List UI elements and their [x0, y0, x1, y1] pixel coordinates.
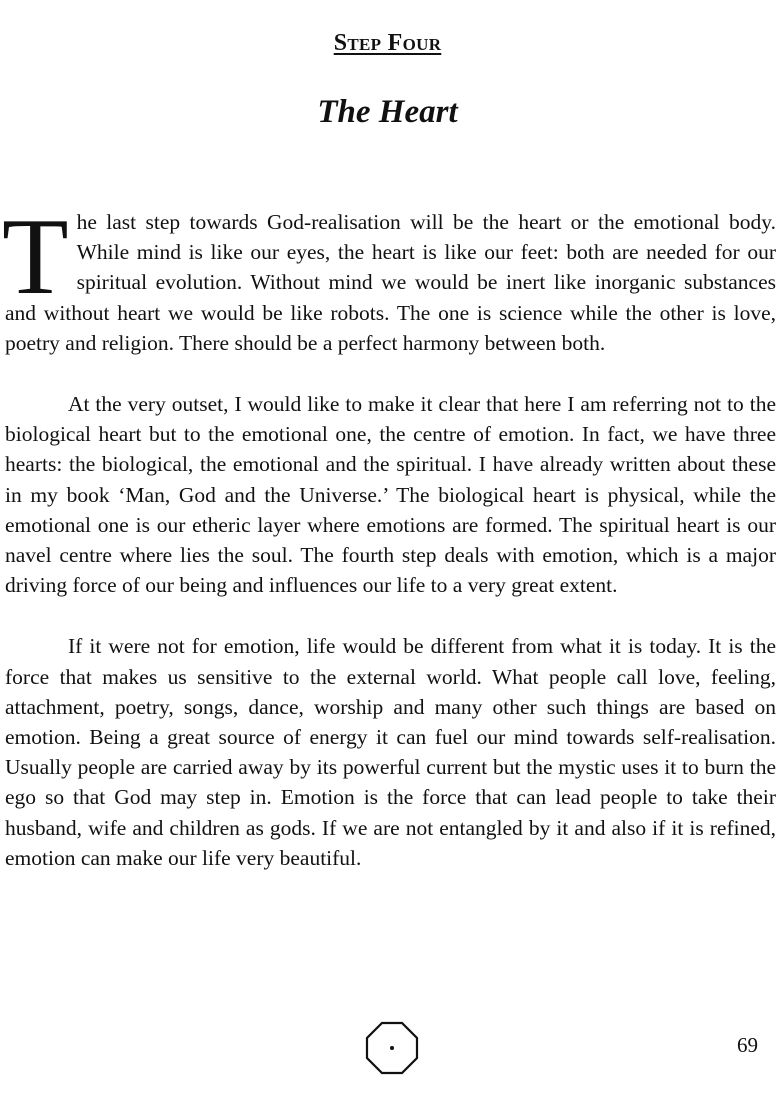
step-label: Step Four: [333, 30, 442, 56]
chapter-body: [2, 196, 776, 904]
paragraph-3: If it were not for emotion, life would be different from what it is today. It is the force that makes us sensitive to the external world. What people call love, feeling, attachment, poetry, songs, dance, worship and many other such things are based on emotion. Being a great source of energy it can fuel our mind towards self-realisation. Usually people are carried away by its powerful current but the mystic uses it to burn the ego so that God may step in. Emotion is the force that can lead people to take their husband, wife and children as gods. If we are not entangled by it and also if it is refined, emotion can make our life very beautiful.: [5, 634, 776, 870]
paragraph-2: At the very outset, I would like to make it clear that here I am referring not to the biological heart but to the emotional one, the centre of emotion. In fact, we have three hearts: the biological, the emotional and the spiritual. I have already written about these in my book ‘Man, God and the Universe.’ The biological heart is physical, while the emotional one is our etheric layer where emotions are formed. The spiritual heart is our navel centre where lies the soul. The fourth step deals with emotion, which is a major driving force of our being and influences our life to a very great extent.: [5, 392, 776, 598]
paragraph-1: [2, 196, 776, 358]
chapter-title: The Heart: [317, 94, 458, 130]
page-number: 69: [737, 1033, 758, 1057]
drop-cap: T: [2, 196, 69, 317]
paragraph-1-text: he last step towards God-realisation will be the heart or the emotional body. While mind is like our eyes, the heart is like our feet: both are needed for our spiritual evolution. Without mind we would be inert like inorganic substances and without heart we would be like robots. The one is science while the other is love, poetry and religion. There should be a perfect harmony between both.: [5, 210, 776, 355]
octagon-dot-icon: [365, 1021, 419, 1075]
